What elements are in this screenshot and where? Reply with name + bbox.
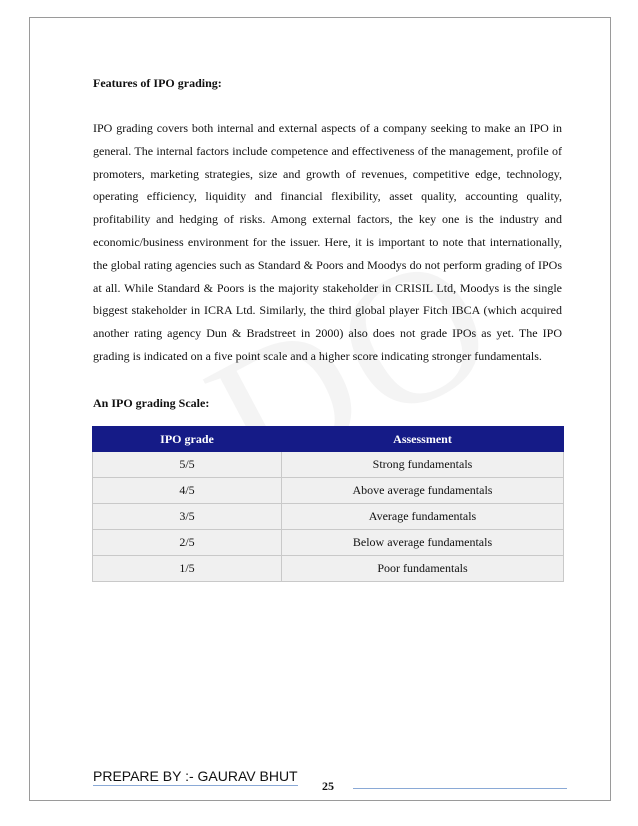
page-number: 25 bbox=[322, 779, 334, 793]
grade-cell: 3/5 bbox=[93, 504, 282, 530]
ipo-grading-table bbox=[92, 426, 564, 582]
table-row bbox=[93, 452, 564, 478]
table-header-row bbox=[93, 427, 564, 452]
footer-rule bbox=[353, 788, 567, 789]
table-row bbox=[93, 504, 564, 530]
features-paragraph: IPO grading covers both internal and external aspects of a company seeking to make an IPO in general. The internal factors include competence and effectiveness of the management, profile of promoters, marketing strategies, size and growth of revenues, competitive edge, technology, operating efficiency, liquidity and financial flexibility, asset quality, accounting quality, profitability and hedging of risks. Among external factors, the key one is the industry and economic/business environment for the issuer. Here, it is important to note that internationally, the global rating agencies such as Standard & Poors and Moodys do not perform grading of IPOs at all. While Standard & Poors is the majority stakeholder in CRISIL Ltd, Moodys is the single biggest stakeholder in ICRA Ltd. Similarly, the third global player Fitch IBCA (which acquired another rating agency Dun & Bradstreet in 2000) also does not grade IPOs as yet. The IPO grading is indicated on a five point scale and a higher score indicating stronger fundamentals. bbox=[93, 121, 562, 363]
assessment-cell: Above average fundamentals bbox=[282, 478, 564, 504]
table-row bbox=[93, 530, 564, 556]
assessment-cell: Strong fundamentals bbox=[282, 452, 564, 478]
grade-cell: 4/5 bbox=[93, 478, 282, 504]
table-row bbox=[93, 478, 564, 504]
grade-cell: 2/5 bbox=[93, 530, 282, 556]
header-ipo-grade: IPO grade bbox=[93, 427, 282, 452]
footer-prepared-by: PREPARE BY :- GAURAV BHUT bbox=[93, 768, 298, 784]
assessment-cell: Below average fundamentals bbox=[282, 530, 564, 556]
grade-cell: 1/5 bbox=[93, 556, 282, 582]
grading-scale-heading: An IPO grading Scale: bbox=[93, 396, 210, 410]
header-assessment: Assessment bbox=[282, 427, 564, 452]
table-row bbox=[93, 556, 564, 582]
assessment-cell: Average fundamentals bbox=[282, 504, 564, 530]
features-heading: Features of IPO grading: bbox=[93, 76, 222, 90]
assessment-cell: Poor fundamentals bbox=[282, 556, 564, 582]
grade-cell: 5/5 bbox=[93, 452, 282, 478]
